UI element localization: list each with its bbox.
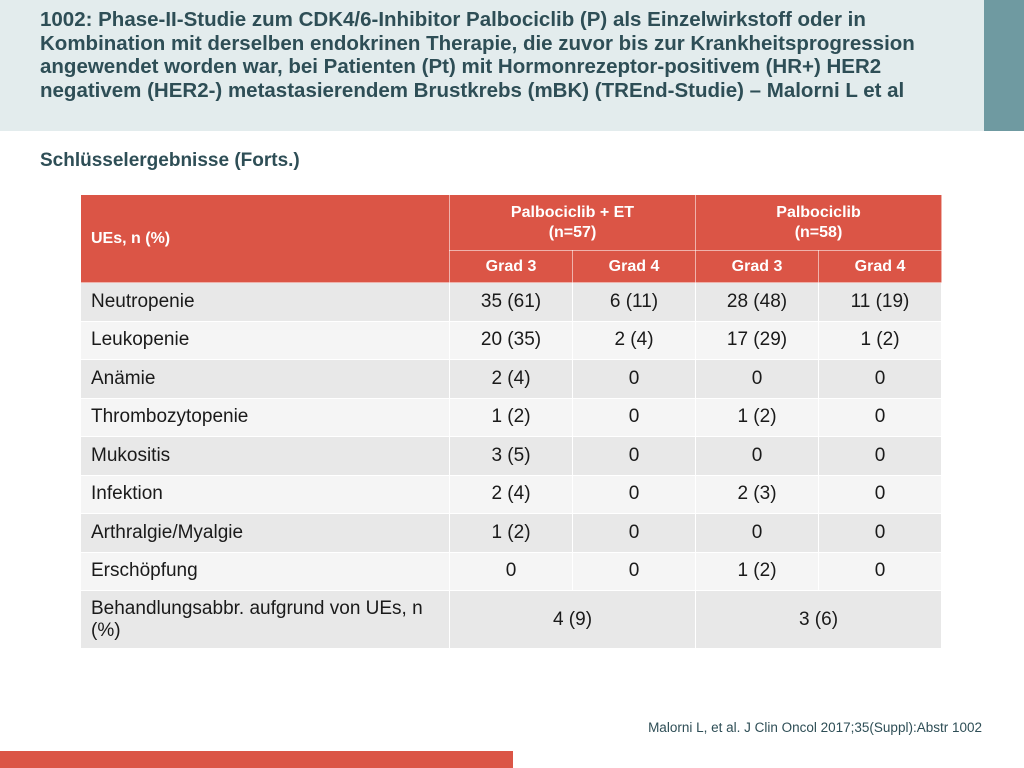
- cell-value: 1 (2): [696, 552, 819, 591]
- row-label: Erschöpfung: [81, 552, 450, 591]
- cell-value: 0: [573, 475, 696, 514]
- group-header-palbociclib-et: [450, 195, 696, 251]
- cell-value: 0: [573, 360, 696, 399]
- adverse-events-table: [80, 194, 942, 649]
- cell-value: 0: [819, 360, 942, 399]
- footer-accent-bar: [0, 751, 513, 768]
- section-subtitle: Schlüsselergebnisse (Forts.): [40, 150, 300, 171]
- cell-value: 20 (35): [450, 321, 573, 360]
- table-row: [81, 283, 942, 322]
- row-label: Neutropenie: [81, 283, 450, 322]
- cell-value: 28 (48): [696, 283, 819, 322]
- cell-value: 4 (9): [450, 591, 696, 649]
- cell-value: 1 (2): [696, 398, 819, 437]
- cell-value: 0: [573, 398, 696, 437]
- grade-header: Grad 4: [819, 251, 942, 283]
- table-row: [81, 321, 942, 360]
- table-row: [81, 398, 942, 437]
- cell-value: 2 (3): [696, 475, 819, 514]
- table-header-row: [81, 195, 942, 251]
- row-label: Thrombozytopenie: [81, 398, 450, 437]
- discontinuation-row: [81, 591, 942, 649]
- cell-value: 17 (29): [696, 321, 819, 360]
- cell-value: 0: [696, 437, 819, 476]
- row-label: Mukositis: [81, 437, 450, 476]
- group-n: (n=58): [794, 223, 843, 241]
- table-row: [81, 514, 942, 553]
- cell-value: 0: [819, 514, 942, 553]
- header-accent-block: [984, 0, 1024, 131]
- cell-value: 0: [819, 475, 942, 514]
- cell-value: 0: [450, 552, 573, 591]
- cell-value: 2 (4): [573, 321, 696, 360]
- grade-header: Grad 3: [450, 251, 573, 283]
- cell-value: 1 (2): [450, 398, 573, 437]
- cell-value: 0: [573, 514, 696, 553]
- cell-value: 0: [819, 398, 942, 437]
- row-label: Leukopenie: [81, 321, 450, 360]
- cell-value: 11 (19): [819, 283, 942, 322]
- group-name: Palbociclib: [776, 203, 861, 221]
- cell-value: 2 (4): [450, 360, 573, 399]
- cell-value: 0: [819, 552, 942, 591]
- group-n: (n=57): [548, 223, 597, 241]
- cell-value: 35 (61): [450, 283, 573, 322]
- grade-header: Grad 3: [696, 251, 819, 283]
- cell-value: 1 (2): [450, 514, 573, 553]
- cell-value: 2 (4): [450, 475, 573, 514]
- row-label: Arthralgie/Myalgie: [81, 514, 450, 553]
- cell-value: 0: [819, 437, 942, 476]
- cell-value: 3 (5): [450, 437, 573, 476]
- table-row: [81, 552, 942, 591]
- citation: Malorni L, et al. J Clin Oncol 2017;35(Suppl):Abstr 1002: [648, 720, 982, 735]
- row-label: Infektion: [81, 475, 450, 514]
- row-label: Behandlungsabbr. aufgrund von UEs, n (%): [81, 591, 450, 649]
- cell-value: 0: [696, 514, 819, 553]
- corner-header: UEs, n (%): [81, 195, 450, 283]
- slide-title: 1002: Phase-II-Studie zum CDK4/6-Inhibitor Palbociclib (P) als Einzelwirkstoff oder in Kombination mit derselben endokrinen Therapie, die zuvor bis zur Krankheitsprogression angewendet worden war, bei Patienten (Pt) mit Hormonrezeptor-positivem (HR+) HER2 negativem (HER2-) metastasierendem Brustkrebs (mBK) (TREnd-Studie) – Malorni L et al: [40, 8, 915, 102]
- cell-value: 0: [696, 360, 819, 399]
- cell-value: 1 (2): [819, 321, 942, 360]
- table-row: [81, 475, 942, 514]
- cell-value: 3 (6): [696, 591, 942, 649]
- cell-value: 6 (11): [573, 283, 696, 322]
- grade-header: Grad 4: [573, 251, 696, 283]
- cell-value: 0: [573, 437, 696, 476]
- group-name: Palbociclib + ET: [510, 203, 635, 221]
- group-header-palbociclib: [696, 195, 942, 251]
- table-row: [81, 437, 942, 476]
- cell-value: 0: [573, 552, 696, 591]
- row-label: Anämie: [81, 360, 450, 399]
- table-row: [81, 360, 942, 399]
